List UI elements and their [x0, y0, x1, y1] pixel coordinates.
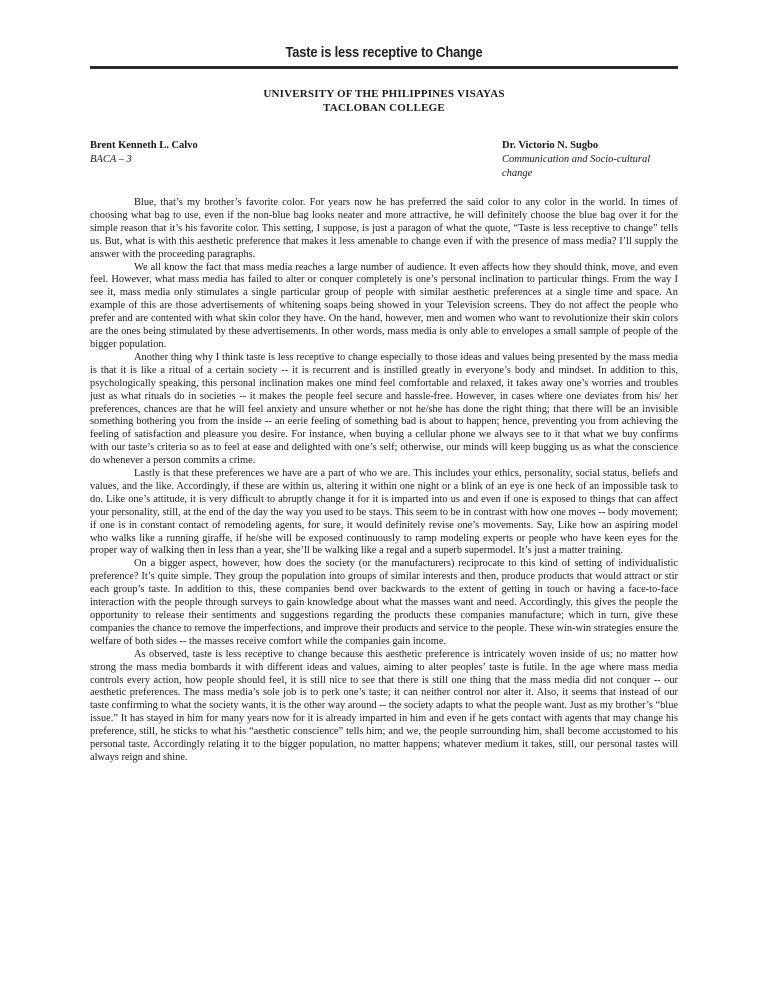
paragraph: As observed, taste is less receptive to change because this aesthetic preference is intricately woven inside of us; no matter how strong the mass media bombards it with different ideas and values, aiming to alter peoples’ taste is futile. In the age where mass media controls every action, how people should feel, it is still nice to see that there is still one thing that the mass media did not conquer -- our aesthetic preferences. The mass media’s sole job is to perk one’s taste; it can neither control nor alter it. Also, it seems that instead of our taste confirming to what the society wants, it is the other way around -- the society adapts to what the people want. Just as my brother’s “blue issue.” It has stayed in him for many years now for it is already imparted in him and even if he gets contact with agents that may change his preference, still, he sticks to what his “aesthetic conscience” tells him; and we, the people surrounding him, shall become accustomed to his personal taste. Accordingly relating it to the bigger population, no matter happens; whatever medium it takes, still, our personal tastes will always reign and shine. [90, 648, 678, 763]
instructor-name: Dr. Victorio N. Sugbo [502, 140, 599, 151]
course-subject: Communication and Socio-cultural change [502, 154, 651, 179]
paragraph: Another thing why I think taste is less receptive to change especially to those ideas and values being presented by the mass media is that it is like a ritual of a certain society -- it is recurrent and is instilled greatly in everyone’s body and mindset. In addition to this, psychologically speaking, this personal inclination makes one mind feel comfortable and relaxed, it takes away one’s worries and troubles just as what rituals do in societies -- it makes the people feel secure and hassle-free. However, in cases where one deviates from his/ her preferences, chances are that he will feel anxiety and unsure whether or not he/she has done the right thing; that there will be an invisible something bothering you from the inside -- an eerie feeling of something bad is about to happen; hence, preventing you from achieving the feeling of satisfaction and pleasure you desire. For instance, when buying a cellular phone we always see to it that what we buy confirms with our taste’s criteria so as to feel at ease and delighted with one’s self; otherwise, our minds will keep bugging us as what the conscience do whenever a person commits a crime. [90, 351, 678, 467]
header-divider [90, 66, 678, 69]
paragraph: On a bigger aspect, however, how does the society (or the manufacturers) reciprocate to this kind of setting of individualistic preference? It’s quite simple. They group the population into groups of similar interests and then, produce products that would attract or stir each group’s taste. In addition to this, these companies bend over backwards to the extent of getting in touch or having a face-to-face interaction with the people through surveys to gain knowledge about what the masses want and need. Accordingly, this gives the people the opportunity to release their sentiments and suggestions regarding the products these companies manufacture; which in turn, give these companies the chance to remove the imperfections, and improve their products and service to the people. These win-win strategies ensure the welfare of both sides -- the masses receive comfort while the companies gain income. [90, 558, 678, 647]
instructor-block [502, 139, 678, 181]
paragraph: We all know the fact that mass media reaches a large number of audience. It even affects how they should think, move, and even feel. However, what mass media has failed to alter or conquer completely is one’s personal inclination to particular things. From the way I see it, mass media only stimulates a single particular group of people with similar aesthetic preferences at a single time and space. An example of this are those advertisements of whitening soaps being showed in your Television screens. They do not affect the people who prefer and are contented with what skin color they have. On the hand, however, men and women who want to revolutionize their skin colors are the ones being stimulated by these advertisements. In other words, mass media is only able to envelopes a small sample of people of the bigger population. [90, 261, 678, 350]
author-course: BACA – 3 [90, 154, 132, 165]
paragraph: Lastly is that these preferences we have are a part of who we are. This includes your ethics, personality, social status, beliefs and values, and the like. Accordingly, if these are within us, altering it within one night or a blink of an eye is one heck of an impossible task to do. Like one’s attitude, it is very difficult to abruptly change it for it is imparted into us and even if one is exposed to things that can affect your personality, still, at the end of the day the way you used to be stays. This seem to be in contrast with how one moves -- body movement; if one is in constant contact of remodeling agents, for sure, it would definitely revise one’s movements. Say, Like how an aspiring model who walks like a running giraffe, if he/she will be exposed continuously to ramp modeling experts or people who have keen eyes for the proper way of walking then in less than a year, she’ll be walking like a regal and a superb supermodel. It’s just a matter training. [90, 468, 678, 557]
university-name: UNIVERSITY OF THE PHILIPPINES VISAYAS [263, 88, 505, 100]
author-instructor-row [90, 139, 678, 181]
essay-body [90, 197, 678, 765]
author-block [90, 139, 198, 181]
running-header-title: Taste is less receptive to Change [285, 44, 483, 61]
paragraph: Blue, that’s my brother’s favorite color. For years now he has preferred the said color to any color in the world. In times of choosing what bag to use, even if the non-blue bag looks neater and more attractive, he will definitely choose the blue bag over it for the simple reason that it’s his favorite color. This setting, I suppose, is just a paragon of what the quote, “Taste is less receptive to change” tells us. But, what is with this aesthetic preference that makes it less amenable to change even if with the presence of mass media? I’ll supply the answer with the proceeding paragraphs. [90, 197, 678, 260]
institution-block [90, 87, 678, 115]
college-name: TACLOBAN COLLEGE [323, 102, 445, 114]
document-page [90, 0, 678, 765]
author-name: Brent Kenneth L. Calvo [90, 140, 198, 151]
